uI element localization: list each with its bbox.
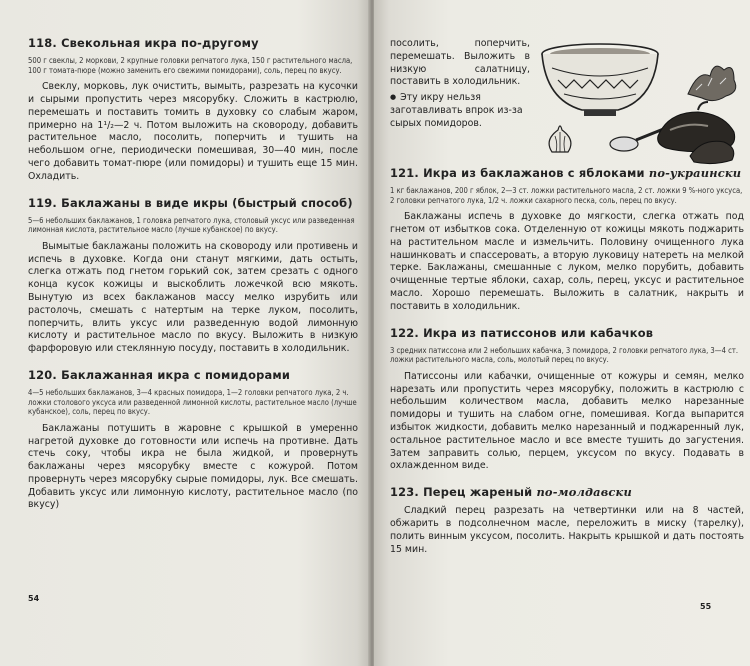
recipe-120 bbox=[28, 368, 358, 512]
recipe-ingredients: 1 кг баклажанов, 200 г яблок, 2—3 ст. ложки растительного масла, 2 ст. ложки 9 %-ного уксуса, 2 головки репчатого лука, 1/2 ч. ложки сахарного песка, соль, перец по вкусу. bbox=[390, 186, 743, 205]
recipe-123 bbox=[390, 485, 744, 556]
continuation-text: посолить, поперчить, перемешать. Выложить в низкую салатницу, поставить в холодильник. bbox=[390, 38, 530, 88]
recipe-text: Свеклу, морковь, лук очистить, вымыть, разрезать на кусочки и сырыми пропустить через мясорубку. Сложить в кастрюлю, перемешать и поставить томить в духовку со слабым жаром, примерно на 1¹/₂—2 ч. Потом выложить на сковороду, добавить растительное масло, посолить, поперчить и тушить на небольшом огне, периодически помешивая, 30—40 мин, после чего добавить томат-пюре (или помидоры) и тушить еще 15 мин. Охладить. bbox=[28, 81, 358, 182]
page-number-left: 54 bbox=[28, 594, 40, 603]
recipe-ingredients: 5—6 небольших баклажанов, 1 головка репчатого лука, столовый уксус или разведенная лимонная кислота, растительное масло (лучше кубанское) по вкусу. bbox=[28, 215, 355, 235]
bowl-vegetables-illustration bbox=[538, 40, 740, 166]
page-number-right: 55 bbox=[700, 602, 712, 611]
recipe-note: ● Эту икру нельзя заготавливать впрок из-за сырых помидоров. bbox=[390, 91, 530, 130]
recipe-ingredients: 4—5 небольших баклажанов, 3—4 красных помидора, 1—2 головки репчатого лука, 2 ч. ложки столового уксуса или разведенной лимонной кислоты, растительное масло (лучше кубанское), соль, перец по вкусу. bbox=[28, 387, 357, 417]
recipe-121 bbox=[390, 166, 744, 314]
recipe-title-suffix: по-украински bbox=[648, 166, 742, 180]
recipe-title bbox=[390, 166, 744, 180]
recipe-122 bbox=[390, 326, 744, 474]
recipe-title-main: 123. Перец жареный bbox=[390, 485, 533, 500]
recipe-ingredients: 3 средних патиссона или 2 небольших кабачка, 3 помидора, 2 головки репчатого лука, 3—4 ст. ложки растительного масла, соль, молотый перец по вкусу. bbox=[390, 345, 739, 365]
recipe-text: Патиссоны или кабачки, очищенные от кожуры и семян, мелко нарезать или пропустить через мясорубку, положить в кастрюлю с небольшим количеством масла, добавить мелко нарезанные помидоры и тушить на слабом огне, помешивая. Когда выпарится избыток жидкости, добавить мелко нарезанный и поджаренный лук, остальное растительное масло и все вместе тушить до загустения. Затем заправить солью, перцем, уксусом по вкусу. Подавать в охлажденном виде. bbox=[390, 370, 744, 472]
left-page bbox=[0, 0, 372, 666]
recipe-title: 120. Баклажанная икра с помидорами bbox=[28, 367, 291, 382]
recipe-text: Вымытые баклажаны положить на сковороду или противень и испечь в духовке. Когда они станут мягкими, дать остыть, слегка отжать под гнетом горький сок, затем срезать с одного конца кусок кожицы и выскоблить ложечкой всю мякоть. Вынутую из всех баклажанов массу мелко изрубить или растолочь, смешать с натертым на терке луком, посолить, поперчить, влить уксус или разведенную водой лимонную кислоту и растительное масло по вкусу. Выложить в низкую фарфоровую или стеклянную посуду, поставить в холодильник. bbox=[28, 240, 358, 355]
recipe-ingredients: 500 г свеклы, 2 моркови, 2 крупные головки репчатого лука, 150 г растительного масла, 100 г томата-пюре (можно заменить его свежими помидорами), соль, перец по вкусу. bbox=[28, 56, 353, 75]
recipe-title: 119. Баклажаны в виде икры (быстрый способ) bbox=[28, 195, 353, 210]
continuation-block bbox=[390, 38, 744, 166]
recipe-title-suffix: по-молдавски bbox=[536, 485, 632, 500]
recipe-text: Баклажаны потушить в жаровне с крышкой в умеренно нагретой духовке до готовности или испечь на противне. Дать стечь соку, чтобы икра не была жидкой, и провернуть баклажаны через мясорубку вместе с кожурой. Потом провернуть через мясорубку сырые помидоры, лук. Все смешать. Добавить уксус или лимонную кислоту, растительное масло (по вкусу) bbox=[28, 422, 358, 511]
right-page bbox=[374, 0, 750, 666]
recipe-title-main: 121. Икра из баклажанов с яблоками bbox=[390, 166, 645, 180]
recipe-title bbox=[390, 485, 744, 499]
recipe-title: 118. Свекольная икра по-другому bbox=[28, 36, 259, 50]
recipe-text: Сладкий перец разрезать на четвертинки или на 8 частей, обжарить в подсолнечном масле, переложить в миску (тарелку), полить винным уксусом, посолить. Накрыть крышкой и дать постоять 15 мин. bbox=[390, 505, 744, 555]
recipe-text: Баклажаны испечь в духовке до мягкости, слегка отжать под гнетом от избытков сока. Отделенную от кожицы мякоть поджарить на растительном масле и измельчить. Половину очищенного лука нашинковать и спассеровать, а вторую луковицу натереть на мелкой терке. Баклажаны, смешанные с луком, мелко порубить, добавить очищенные тертые яблоки, сахар, соль, перец, уксус и растительное масло. Хорошо перемешать. Выложить в салатник, накрыть и поставить в холодильник. bbox=[390, 211, 744, 312]
recipe-118 bbox=[28, 36, 358, 184]
recipe-119 bbox=[28, 196, 358, 356]
recipe-title: 122. Икра из патиссонов или кабачков bbox=[390, 325, 654, 340]
